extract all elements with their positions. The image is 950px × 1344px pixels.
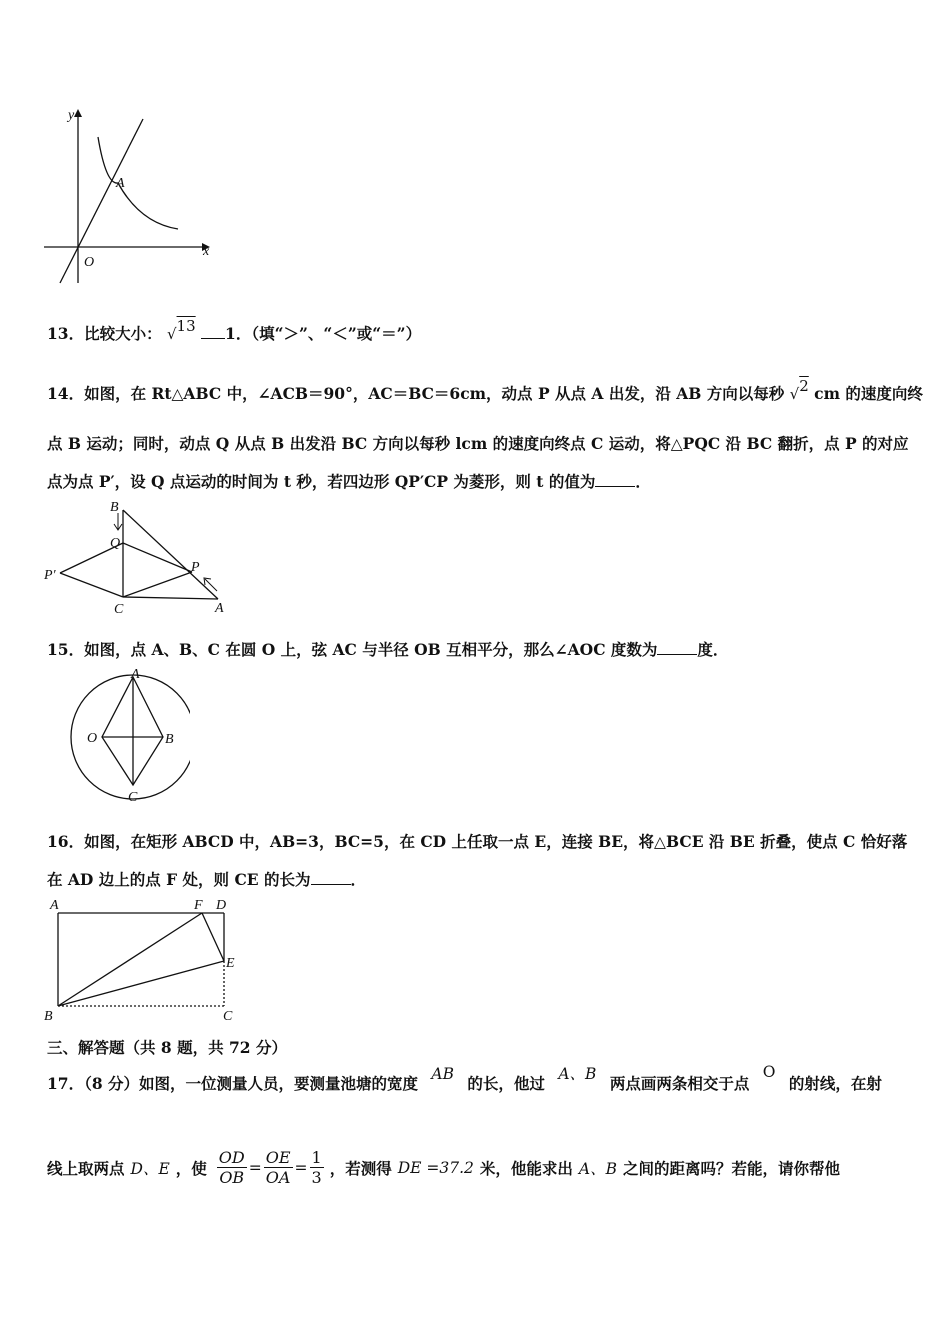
fraction-oe-oa bbox=[264, 1148, 293, 1187]
question-16-line-1: 16．如图，在矩形 ABCD 中，AB=3，BC=5，在 CD 上任取一点 E，连接 BE，将△BCE 沿 BE 折叠，使点 C 恰好落 bbox=[47, 832, 908, 851]
segment-p1c bbox=[60, 573, 123, 597]
label-a: A bbox=[215, 601, 224, 615]
segment-cp bbox=[123, 572, 192, 597]
question-16-line-2 bbox=[47, 868, 366, 890]
q16-text-2: 在 AD 边上的点 F 处，则 CE 的长为 bbox=[47, 870, 311, 889]
q17-text-2c: ，若测得 bbox=[329, 1158, 392, 1178]
label-f: F bbox=[194, 898, 203, 913]
question-15 bbox=[47, 638, 728, 660]
origin-label: O bbox=[84, 255, 95, 270]
question-14-line-2: 点 B 运动；同时，动点 Q 从点 B 出发沿 BC 方向以每秒 lcm 的速度向终点 C 运动，将△PQC 沿 BC 翻折，点 P 的对应 bbox=[47, 434, 909, 453]
segment-fe bbox=[202, 913, 224, 961]
q17-text-2e: 之间的距离吗？若能，请你帮他 bbox=[623, 1158, 841, 1178]
q17-de-value: DE =37.2 bbox=[397, 1158, 474, 1177]
label-a: A bbox=[131, 667, 140, 682]
fraction-oe: OE bbox=[265, 1148, 291, 1167]
figure-q12-graph bbox=[40, 105, 220, 290]
q17-text-1b: 的长，他过 bbox=[467, 1074, 545, 1093]
label-b: B bbox=[44, 1009, 53, 1024]
q14-text-1a: 14．如图，在 Rt△ABC 中，∠ACB＝90°，AC＝BC＝6cm，动点 P 从点 A 出发，沿 AB 方向以每秒 bbox=[47, 384, 785, 403]
fraction-oa: OA bbox=[265, 1168, 291, 1187]
section-3-heading: 三、解答题（共 8 题，共 72 分） bbox=[47, 1038, 287, 1057]
q14-text-3: 点为点 P′，设 Q 点运动的时间为 t 秒，若四边形 QP′CP 为菱形，则 t 的值为 bbox=[47, 472, 596, 491]
q16-text-2-end: ． bbox=[350, 870, 367, 889]
q17-ab: AB bbox=[431, 1065, 455, 1083]
q14-text-3-end: ． bbox=[635, 472, 651, 491]
y-axis-arrow bbox=[74, 109, 82, 117]
label-p: P bbox=[191, 560, 200, 575]
q17-text-1d: 的射线，在射 bbox=[788, 1074, 882, 1093]
fraction-od-ob bbox=[217, 1148, 247, 1187]
x-axis-label: x bbox=[203, 244, 210, 259]
equals-sign-1: = bbox=[248, 1158, 262, 1177]
segment-bf bbox=[58, 913, 202, 1006]
label-c: C bbox=[114, 602, 124, 615]
fraction-three: 3 bbox=[311, 1168, 322, 1187]
label-b: B bbox=[110, 500, 119, 515]
fraction-one-third bbox=[310, 1148, 324, 1187]
segment-qp bbox=[123, 543, 192, 572]
segment-ab bbox=[123, 510, 218, 599]
label-p-prime: P′ bbox=[44, 568, 56, 583]
q17-text-1c: 两点画两条相交于点 bbox=[609, 1074, 750, 1093]
q13-suffix: 1．（填“＞”、“＜”或“＝”） bbox=[225, 324, 422, 343]
label-c: C bbox=[223, 1009, 233, 1024]
q17-o: O bbox=[762, 1063, 776, 1081]
fraction-ob: OB bbox=[219, 1168, 245, 1187]
label-b: B bbox=[165, 732, 174, 747]
question-17-line-2 bbox=[47, 1148, 840, 1187]
q16-answer-blank[interactable] bbox=[311, 870, 351, 885]
question-14-line-3 bbox=[47, 470, 651, 492]
y-axis-label: y bbox=[68, 108, 75, 123]
figure-q15-circle bbox=[40, 665, 190, 805]
label-a: A bbox=[50, 898, 59, 913]
q17-a-b-2: A、B bbox=[578, 1159, 618, 1178]
point-a-label: A bbox=[116, 176, 125, 191]
label-c: C bbox=[128, 790, 138, 805]
q13-prefix: 13．比较大小： bbox=[47, 324, 162, 343]
q15-text-end: 度． bbox=[697, 640, 729, 659]
question-13 bbox=[47, 317, 422, 344]
q15-text: 15．如图，点 A、B、C 在圆 O 上，弦 AC 与半径 OB 互相平分，那么∠AOC 度数为 bbox=[47, 640, 658, 659]
q14-answer-blank[interactable] bbox=[595, 472, 635, 487]
question-14-line-1 bbox=[47, 377, 923, 404]
fraction-one: 1 bbox=[311, 1148, 322, 1167]
q17-de: D、E bbox=[130, 1159, 170, 1178]
sqrt-2-radicand: 2 bbox=[799, 377, 809, 395]
label-d: D bbox=[216, 898, 227, 913]
q17-text-2a: 线上取两点 bbox=[47, 1158, 125, 1178]
q13-answer-blank[interactable] bbox=[201, 324, 225, 339]
label-o: O bbox=[87, 731, 98, 746]
q17-a-b: A、B bbox=[558, 1065, 597, 1083]
fraction-od: OD bbox=[218, 1148, 245, 1167]
question-17-line-1 bbox=[47, 1063, 882, 1094]
q17-text-2b: ，使 bbox=[175, 1158, 207, 1178]
segment-ca bbox=[123, 597, 218, 599]
label-q: Q bbox=[110, 536, 121, 551]
q15-answer-blank[interactable] bbox=[657, 640, 697, 655]
figure-q16-rectangle bbox=[40, 893, 250, 1025]
sqrt-13-radicand: 13 bbox=[176, 317, 196, 335]
sqrt-2: √2 bbox=[789, 377, 809, 403]
sqrt-13: √13 bbox=[166, 317, 196, 343]
segment-be bbox=[58, 961, 224, 1006]
q17-text-2d: 米，他能求出 bbox=[479, 1158, 573, 1178]
q17-text-1a: 17．（8 分）如图，一位测量人员，要测量池塘的宽度 bbox=[47, 1074, 419, 1093]
label-e: E bbox=[226, 956, 235, 971]
equals-sign-2: = bbox=[294, 1158, 308, 1177]
q14-text-1b: cm 的速度向终 bbox=[814, 384, 923, 403]
figure-q14-rhombus bbox=[40, 495, 240, 615]
